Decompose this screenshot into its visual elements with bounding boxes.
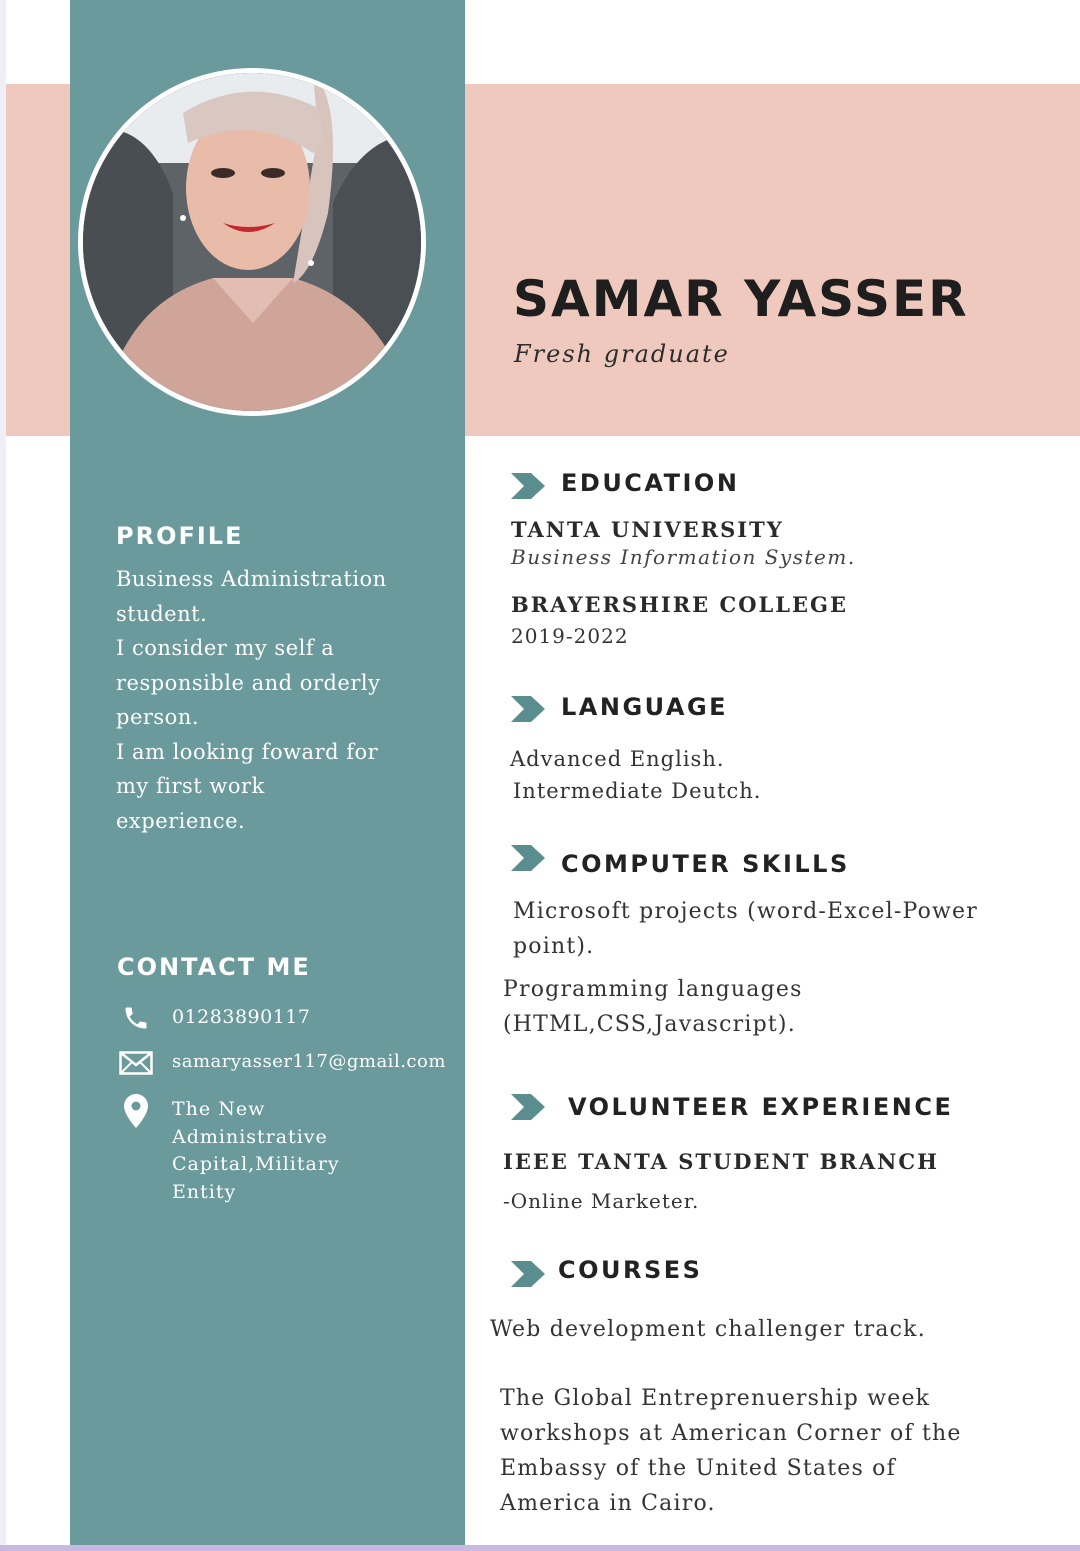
course-item bbox=[500, 1381, 962, 1521]
volunteer-heading: VOLUNTEER EXPERIENCE bbox=[568, 1093, 954, 1121]
address-line: Administrative bbox=[172, 1125, 328, 1148]
phone-icon bbox=[118, 1002, 154, 1034]
contact-phone-row bbox=[118, 1002, 311, 1034]
courses-heading: COURSES bbox=[558, 1256, 703, 1284]
language-heading: LANGUAGE bbox=[561, 693, 729, 721]
profile-line: experience. bbox=[116, 808, 246, 833]
course-line: workshops at American Corner of the bbox=[500, 1421, 962, 1446]
course-line: America in Cairo. bbox=[500, 1491, 716, 1516]
chevron-right-icon bbox=[511, 473, 545, 499]
profile-line: responsible and orderly bbox=[116, 670, 381, 695]
profile-line: person. bbox=[116, 705, 200, 729]
profile-text bbox=[116, 562, 416, 838]
skill-item bbox=[503, 972, 803, 1042]
address-line: The New bbox=[172, 1098, 266, 1120]
contact-email-row bbox=[118, 1047, 446, 1079]
address-line: Capital,Military bbox=[172, 1153, 340, 1175]
location-pin-icon bbox=[118, 1093, 154, 1129]
language-item: Intermediate Deutch. bbox=[513, 779, 762, 803]
volunteer-org: IEEE TANTA STUDENT BRANCH bbox=[503, 1149, 939, 1174]
mail-icon bbox=[118, 1047, 154, 1079]
contact-heading: CONTACT ME bbox=[117, 953, 311, 981]
skill-line: Programming languages bbox=[503, 977, 803, 1002]
course-item: Web development challenger track. bbox=[490, 1317, 926, 1342]
volunteer-role: -Online Marketer. bbox=[503, 1189, 700, 1213]
profile-photo bbox=[83, 73, 421, 411]
email-address: samaryasser117@gmail.com bbox=[172, 1051, 446, 1072]
chevron-right-icon bbox=[511, 1261, 545, 1287]
profile-photo-frame bbox=[78, 68, 426, 416]
skill-line: point). bbox=[513, 934, 595, 959]
school-name: BRAYERSHIRE COLLEGE bbox=[511, 592, 848, 617]
profile-photo-illustration bbox=[83, 73, 421, 411]
person-name: SAMAR YASSER bbox=[513, 270, 969, 328]
phone-number: 01283890117 bbox=[172, 1006, 311, 1028]
address bbox=[172, 1096, 340, 1206]
chevron-right-icon bbox=[511, 845, 545, 871]
profile-line: I consider my self a bbox=[116, 636, 335, 660]
course-line: The Global Entreprenuership week bbox=[500, 1386, 931, 1411]
profile-line: my first work bbox=[116, 774, 265, 798]
profile-heading: PROFILE bbox=[116, 522, 244, 550]
school-program: Business Information System. bbox=[511, 545, 856, 569]
chevron-right-icon bbox=[511, 696, 545, 722]
language-item: Advanced English. bbox=[510, 747, 725, 771]
education-heading: EDUCATION bbox=[561, 469, 740, 497]
resume-page bbox=[6, 0, 1080, 1545]
person-role: Fresh graduate bbox=[514, 340, 730, 368]
skill-line: Microsoft projects (word-Excel-Power bbox=[513, 899, 978, 924]
profile-line: I am looking foward for bbox=[116, 739, 379, 764]
profile-line: Business Administration bbox=[116, 567, 387, 591]
skill-line: (HTML,CSS,Javascript). bbox=[503, 1012, 796, 1037]
chevron-right-icon bbox=[511, 1094, 545, 1120]
course-line: Embassy of the United States of bbox=[500, 1456, 896, 1481]
skill-item bbox=[513, 894, 978, 964]
bottom-border bbox=[0, 1545, 1080, 1551]
school-name: TANTA UNIVERSITY bbox=[511, 517, 784, 542]
contact-address-row bbox=[118, 1093, 340, 1203]
profile-line: student. bbox=[116, 601, 208, 626]
computer-skills-heading: COMPUTER SKILLS bbox=[561, 850, 850, 878]
address-line: Entity bbox=[172, 1180, 237, 1203]
school-years: 2019-2022 bbox=[511, 624, 629, 648]
